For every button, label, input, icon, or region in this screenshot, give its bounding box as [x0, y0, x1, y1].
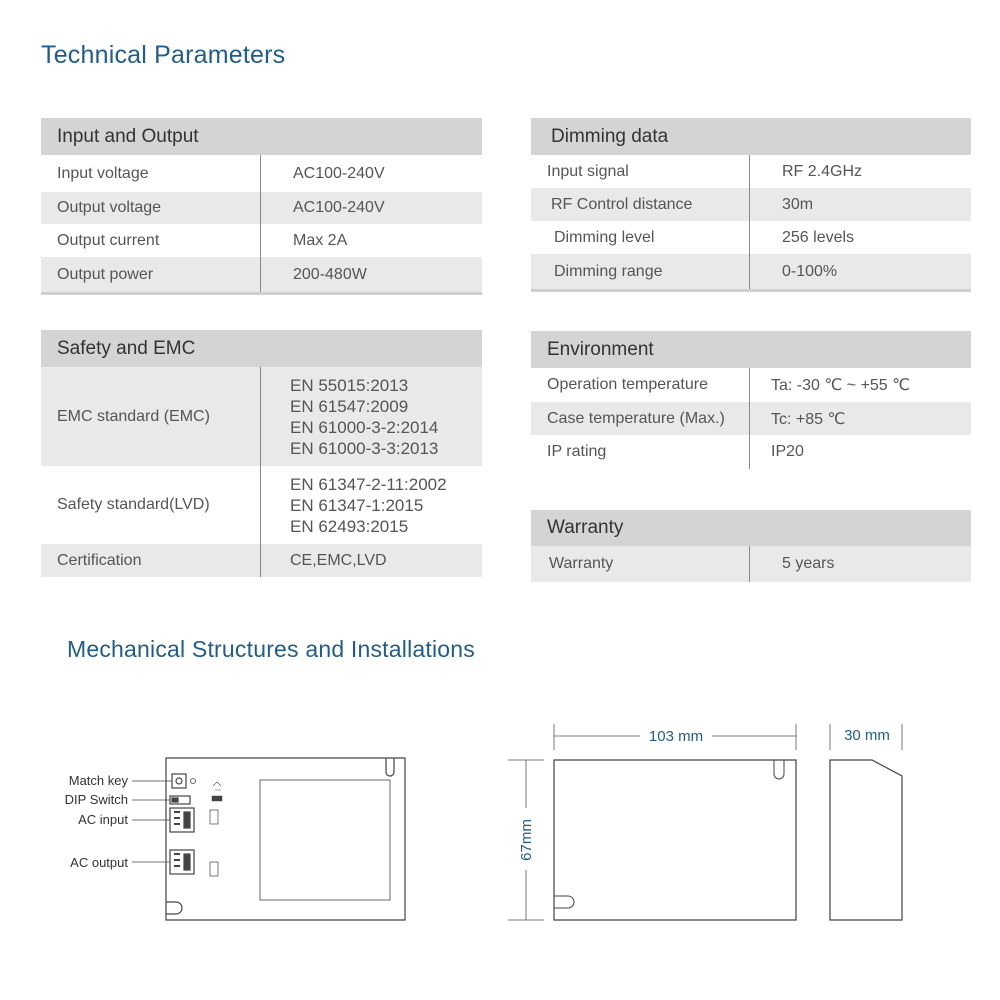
side-outline	[830, 760, 902, 920]
row-value: Ta: -30 ℃ ~ +55 ℃	[771, 377, 911, 394]
standard-entry: EN 61347-2-11:2002	[290, 474, 447, 494]
safety-emc-header: Safety and EMC	[41, 330, 482, 367]
table-bottom-rule	[41, 292, 482, 295]
row-value: Max 2A	[293, 231, 348, 249]
mounting-slot-bottom	[166, 902, 182, 914]
table-row	[531, 188, 971, 221]
column-divider	[749, 155, 750, 289]
row-label: Input voltage	[57, 164, 149, 182]
column-divider	[260, 367, 261, 577]
table-row	[41, 155, 482, 192]
row-values	[290, 466, 447, 544]
table-bottom-rule	[531, 289, 971, 292]
dimension-drawing-front	[500, 710, 800, 950]
table-row	[531, 254, 971, 289]
dimension-drawing-side	[810, 710, 920, 950]
mechanical-title: Mechanical Structures and Installations	[67, 636, 475, 662]
inner-panel	[260, 780, 390, 900]
mounting-slot-top	[386, 758, 394, 776]
row-value: 5 years	[782, 555, 835, 572]
row-label: Certification	[57, 551, 142, 569]
table-row	[41, 257, 482, 292]
table-row	[41, 192, 482, 224]
row-label: EMC standard (EMC)	[57, 407, 210, 425]
row-label: IP rating	[547, 443, 607, 460]
input-output-header: Input and Output	[41, 118, 482, 155]
row-label: Operation temperature	[547, 376, 708, 393]
technical-parameters-title: Technical Parameters	[41, 41, 286, 69]
dip-switch-label: DIP Switch	[64, 792, 128, 807]
row-value: 0-100%	[782, 262, 838, 280]
ac-output-label: AC output	[70, 855, 128, 870]
front-slot-bottom	[554, 896, 574, 908]
row-value: AC100-240V	[293, 199, 385, 216]
match-key-label: Match key	[68, 773, 128, 788]
table-row	[41, 367, 482, 466]
warranty-table	[531, 510, 971, 582]
environment-table	[531, 331, 971, 469]
row-label: Output power	[57, 265, 154, 283]
row-value: 200-480W	[293, 265, 367, 283]
table-row	[531, 402, 971, 435]
table-row	[531, 368, 971, 402]
height-dimension: 67mm	[518, 819, 535, 861]
front-slot-top	[774, 760, 784, 779]
row-label: Warranty	[549, 555, 614, 572]
standard-entry: EN 61000-3-2:2014	[290, 417, 439, 437]
row-value: 30m	[782, 195, 814, 213]
table-row	[531, 435, 971, 469]
column-divider	[749, 546, 750, 582]
row-label: Dimming level	[554, 228, 655, 246]
table-row	[41, 224, 482, 257]
row-value: 256 levels	[782, 228, 855, 246]
ac-input-label: AC input	[78, 812, 128, 827]
table-row	[41, 466, 482, 544]
environment-header: Environment	[531, 331, 971, 368]
front-outline	[554, 760, 796, 920]
match-key	[172, 774, 186, 788]
column-divider	[749, 368, 750, 469]
warranty-header: Warranty	[531, 510, 971, 546]
row-label: Case temperature (Max.)	[547, 409, 725, 427]
row-values	[290, 367, 438, 466]
row-label: Output voltage	[57, 199, 162, 216]
row-label: Output current	[57, 231, 160, 249]
standard-entry: EN 61347-1:2015	[290, 495, 424, 515]
depth-dimension: 30 mm	[844, 727, 890, 744]
width-dimension: 103 mm	[648, 728, 704, 745]
row-label: Safety standard(LVD)	[57, 496, 210, 513]
row-label: RF Control distance	[551, 195, 693, 213]
standard-entry: EN 61547:2009	[290, 396, 409, 416]
column-divider	[260, 155, 261, 292]
device-layout-drawing	[60, 750, 480, 950]
standard-entry: EN 61000-3-3:2013	[290, 438, 439, 458]
row-value: CE,EMC,LVD	[290, 551, 387, 569]
device-housing	[166, 758, 405, 920]
row-label: Dimming range	[554, 262, 663, 280]
input-output-table	[41, 118, 482, 296]
row-value: AC100-240V	[293, 164, 385, 182]
row-label: Input signal	[547, 162, 629, 180]
standard-entry: EN 62493:2015	[290, 516, 409, 536]
table-row	[41, 544, 482, 577]
dimming-header: Dimming data	[531, 118, 971, 155]
row-value: RF 2.4GHz	[782, 162, 863, 180]
standard-entry: EN 55015:2013	[290, 375, 409, 395]
table-row	[531, 546, 971, 582]
row-value: Tc: +85 ℃	[771, 410, 846, 428]
table-row	[531, 221, 971, 254]
dimming-table	[531, 118, 971, 293]
safety-emc-table	[41, 330, 482, 580]
row-value: IP20	[771, 443, 804, 460]
table-row	[531, 155, 971, 188]
